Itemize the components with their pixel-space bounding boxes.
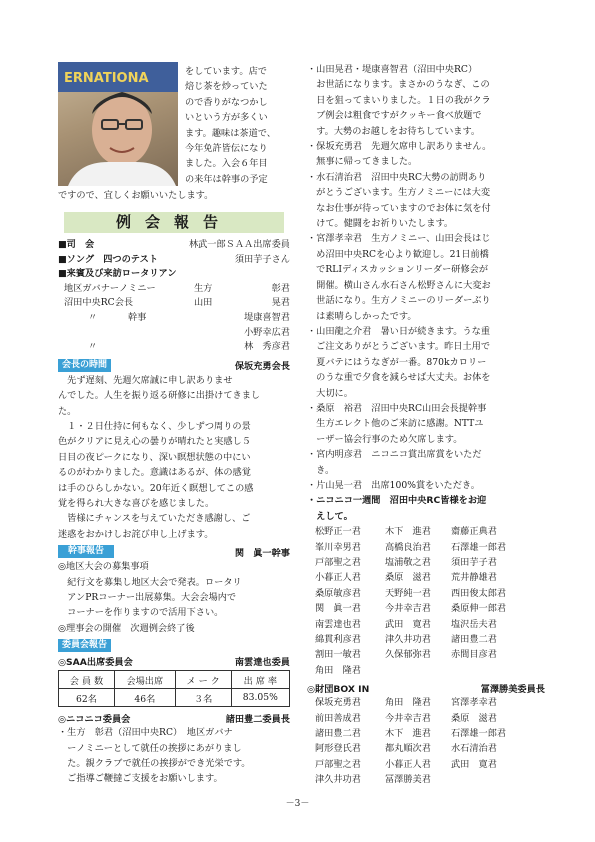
secretary-speaker: 関 眞一幹事	[234, 547, 290, 559]
niko-messages-line: ご注文ありがとうございます。昨日土用で	[307, 341, 491, 353]
niko-body-line: た。親クラブで就任の挨拶ができ光栄です。	[58, 758, 251, 770]
table-header-cell: 会 員 数	[59, 671, 115, 689]
niko-messages-line: ・宮澤孝幸君 生方ノミニー、山田会長はじ	[307, 233, 491, 245]
table-header-cell: 出 席 率	[231, 671, 289, 689]
section-banner-reikai-houkoku: 例会報告	[64, 212, 284, 233]
president-tag: 会長の時間	[58, 359, 111, 372]
guest-role: 幹事	[128, 311, 147, 323]
name-entry: 諸田豊二君	[315, 728, 361, 740]
portrait-image	[58, 62, 178, 186]
niko-messages-line: ・水石清治君 沼田中央RC大勢の訪問あり	[307, 171, 487, 183]
roster-label: ■司 会	[58, 239, 95, 250]
roster-value: 林武一郎ＳＡＡ出席委員	[188, 239, 290, 250]
name-entry: 天野純一君	[385, 587, 431, 599]
niko-body-line: ーノミニーとして就任の挨拶にあがりまし	[58, 742, 242, 754]
table-cell: 62名	[59, 689, 115, 707]
president-body	[58, 373, 290, 542]
name-entry: 石澤雄一郎君	[451, 728, 507, 740]
niko-messages-line: 世話になり。生方ノミニーのリーダーぶり	[307, 295, 491, 307]
niko-messages-line: は素晴らしかったです。	[307, 310, 417, 322]
guest-name: 堤康喜智君	[244, 311, 290, 323]
guest-row	[58, 296, 290, 311]
name-entry: 戸部聖之君	[315, 557, 361, 568]
guest-affiliation: 地区ガバナーノミニー	[64, 282, 156, 294]
secretary-body-line: ◎理事会の開催 次週例会終了後	[58, 622, 195, 634]
name-entry: 津久井功君	[315, 774, 361, 786]
name-entry: 今井幸吉君	[385, 603, 431, 615]
president-body-line: 皆様にチャンスを与えていただき感謝し、ご	[58, 513, 251, 525]
attendance-table	[58, 670, 290, 707]
name-entry: 諸田豊二君	[451, 634, 497, 646]
niko-messages-line: き。	[307, 464, 335, 476]
niko-messages-line: けて。健闘をお祈りいたします。	[307, 218, 454, 230]
page-number: －3－	[285, 799, 310, 809]
niko-messages-line: ・片山晃一君 出席100%賞をいただき。	[307, 479, 480, 491]
niko-messages-line: ・宮内明彦君 ニコニコ賞出席賞をいただ	[307, 449, 482, 461]
niko-messages-line: ・桑原 裕君 沼田中央RC山田会長提幹事	[307, 402, 487, 414]
table-header-cell: 会場出席	[114, 671, 175, 689]
table-header-row	[59, 671, 290, 689]
name-entry: 西田俊太郎君	[451, 587, 507, 599]
table-row	[59, 689, 290, 707]
president-body-line: た。	[58, 405, 77, 417]
committee-header	[58, 638, 290, 653]
president-body-line: は手のひらしかない。20年近く瞑想してこの感	[58, 482, 254, 494]
niko-title: ◎ニコニコ委員会	[58, 713, 131, 725]
name-entry: 水石清治君	[451, 743, 497, 755]
intro-side-text-line: の来年は幹事の予定	[185, 173, 268, 185]
intro-side-text-line: をしています。店で	[185, 66, 267, 77]
table-cell: 46名	[114, 689, 175, 707]
name-entry: 保坂充勇君	[315, 697, 361, 709]
name-entry: 武田 寛君	[451, 758, 497, 770]
secretary-body-line: アンPRコーナー出展募集。大会会場内で	[58, 592, 237, 604]
niko-header	[58, 710, 290, 725]
name-entry: 須田芋子君	[451, 557, 497, 568]
intro-side-text-line: ので香りがなつかし	[185, 96, 268, 108]
name-entry: 塩浦敬之君	[385, 557, 431, 568]
intro-side-text	[185, 64, 290, 187]
name-entry: 戸部聖之君	[315, 758, 361, 770]
svg-text:ERNATIONA: ERNATIONA	[64, 71, 149, 86]
intro-side-text-line: 今年免許皆伝になり	[185, 143, 268, 155]
guest-ditto: 〃	[88, 341, 98, 353]
president-body-line: んでした。人生を振り返る研修に出掛けてきまし	[58, 390, 261, 402]
name-entry: 武田 寛君	[385, 618, 431, 630]
name-entry: 都丸順次君	[385, 743, 431, 755]
table-header-cell: メ ー ク	[175, 671, 231, 689]
niko-chair: 諸田豊二委員長	[225, 713, 290, 725]
name-entry: 木下 進君	[385, 526, 431, 538]
president-body-line: 覚を得られ大きな喜びを感じました。	[58, 498, 215, 509]
name-entry	[451, 772, 531, 787]
secretary-body-line: コーナーを作りますので活用下さい。	[58, 607, 224, 619]
president-body-line: るのがわかりました。意識はあるが、体の感覚	[58, 467, 251, 479]
guest-affiliation: 沼田中央RC会長	[64, 297, 134, 309]
niko-body-line: ご指導ご鞭撻ご支援をお願いします。	[58, 773, 223, 785]
name-entry: 南雲達也君	[315, 618, 361, 630]
niko-messages-line: のうな重で夕食を減らせば大丈夫。お体を	[307, 372, 491, 384]
name-entry: 赤間目彦君	[451, 649, 497, 661]
saa-title: ◎SAA出席委員会	[58, 656, 133, 668]
name-entry: 齋藤正典君	[451, 526, 497, 538]
president-header	[58, 358, 290, 373]
name-entry: 綿貫利彦君	[315, 634, 361, 646]
name-entry: 角田 隆君	[385, 697, 431, 709]
roster-label: ■ソング 四つのテスト	[58, 253, 159, 265]
secretary-tag: 幹事報告	[58, 545, 114, 558]
roster-song	[58, 253, 290, 268]
niko-messages-line: ・保坂充勇君 先週欠席申し訳ありません。	[307, 141, 492, 153]
guest-name: 彰君	[271, 282, 290, 294]
guest-row	[58, 282, 290, 297]
intro-side-text-line: 焙じ茶を炒っていた	[185, 81, 268, 93]
table-cell: ３名	[175, 689, 231, 707]
guest-ditto: 〃	[88, 311, 98, 323]
box-title: ◎財団BOX IN	[307, 683, 370, 695]
committee-tag: 委員会報告	[58, 639, 111, 652]
name-entry: 今井幸吉君	[385, 712, 431, 724]
welcome-title-2: えして。	[307, 510, 353, 522]
box-header	[307, 680, 545, 695]
member-photo	[58, 62, 178, 186]
box-chair: 冨澤勝美委員長	[480, 683, 545, 695]
name-entry: 冨澤勝美君	[385, 774, 431, 786]
name-entry: 前田善成君	[315, 712, 361, 724]
intro-side-text-line: ました。入会６年目	[185, 158, 268, 170]
guest-row	[58, 340, 290, 355]
niko-messages-line: ・山田晃君・堤康喜智君（沼田中央RC）	[307, 64, 478, 75]
name-entry: 塩沢岳夫君	[451, 618, 497, 630]
name-entry: 峯川幸男君	[315, 541, 361, 553]
niko-messages-line: 開催。横山さん水石さん松野さんに大変お	[307, 279, 491, 291]
name-entry: 荒井静雄君	[451, 572, 497, 584]
niko-messages-line: でRLIディスカッションリーダー研修会が	[307, 264, 489, 276]
president-body-line: 日目の夜ピークになり、深い瞑想状態の中にい	[58, 451, 251, 463]
niko-messages-line: ブ例会は粗食ですがクッキー食べ放題で	[307, 110, 482, 122]
secretary-body-line: 紀行文を募集し地区大会で発表。ロータリ	[58, 576, 242, 588]
niko-messages-line: 無事に帰ってきました。	[307, 156, 418, 168]
roster-value: 須田芋子さん	[234, 253, 290, 265]
guest-surname: 生方	[194, 282, 213, 294]
name-entry: 桑原敏彦君	[315, 587, 361, 599]
roster-guests-heading	[58, 267, 290, 282]
intro-side-text-line: いという方が多くい	[185, 112, 268, 124]
niko-messages-line: め沼田中央RCを心より歓迎し。21日前橋	[307, 248, 489, 260]
guest-surname: 山田	[194, 297, 213, 309]
president-body-line: １・２日仕持に何もなく、少しずつ周りの景	[58, 420, 251, 432]
niko-messages-line: お世話になります。まさかのうなぎ、この	[307, 79, 490, 91]
intro-continuation: ですので、宜しくお願いいたします。	[58, 190, 214, 201]
saa-chair: 南雲達也委員	[234, 656, 290, 668]
niko-messages-line: 夏バテにはうなぎが一番。870kカロリー	[307, 356, 487, 368]
guest-row	[58, 326, 290, 341]
name-entry: 松野正一君	[315, 526, 361, 538]
intro-side-text-line: ます。趣味は茶道で、	[185, 127, 276, 139]
president-body-line: 迷惑をおかけしお詫び申し上げます。	[58, 528, 214, 540]
niko-messages-line: ーザー協会行事のため欠席します。	[307, 433, 463, 445]
name-entry: 割田一敏君	[315, 649, 361, 661]
name-entry	[451, 663, 531, 678]
name-entry: 角田 隆君	[315, 664, 361, 676]
guest-row	[58, 311, 290, 326]
roster-label: ■来賓及び来訪ロータリアン	[58, 268, 177, 280]
name-entry	[385, 663, 451, 678]
welcome-title-1: ・ニコニコ一週間 沼田中央RC皆様をお迎	[307, 495, 487, 507]
niko-body	[58, 725, 290, 787]
niko-messages	[307, 62, 545, 493]
secretary-body-line: ◎地区大会の募集事項	[58, 561, 149, 573]
president-body-line: 色がクリアに見え心の曇りが晴れたと実感し５	[58, 436, 251, 448]
niko-messages-line: 日を狙ってまいりました。１日の我がクラ	[307, 94, 491, 106]
guest-name: 小野幸広君	[244, 326, 290, 338]
roster	[58, 238, 290, 787]
secretary-header	[58, 544, 290, 559]
niko-messages-line: がとうございます。生方ノミニーには大変	[307, 187, 491, 199]
name-entry: 桑原伸一郎君	[451, 603, 507, 615]
guest-name: 晃君	[271, 297, 290, 309]
name-entry: 石澤雄一郎君	[451, 541, 507, 553]
name-entry: 小暮正人君	[385, 758, 431, 770]
roster-mc	[58, 238, 290, 253]
name-entry: 宮澤孝幸君	[451, 697, 497, 709]
name-entry: 阿形登氏君	[315, 743, 361, 755]
niko-messages-line: なお仕事が待っていますのでお体に気を付	[307, 202, 491, 214]
name-entry: 久保郁弥君	[385, 649, 431, 661]
niko-messages-line: 大切に。	[307, 387, 353, 399]
niko-messages-line: す。大勢のお越しをお待ちしています。	[307, 125, 481, 137]
president-body-line: 先ず遅刻、先週欠席誠に申し訳ありませ	[58, 374, 233, 386]
right-column	[307, 62, 545, 788]
name-entry: 関 眞一君	[315, 603, 361, 615]
name-entry: 高橋良治君	[385, 541, 431, 553]
niko-messages-line: 生方エレクト他のご来訪に感謝。NTTユ	[307, 418, 484, 430]
box-names-list	[307, 695, 545, 787]
president-speaker: 保坂充勇会長	[234, 361, 290, 373]
name-entry: 津久井功君	[385, 634, 431, 646]
name-entry: 桑原 滋君	[385, 572, 431, 584]
guest-name: 林 秀彦君	[244, 341, 290, 353]
niko-body-line: ・生方 彰君（沼田中央RC） 地区ガバナ	[58, 727, 233, 739]
name-entry: 桑原 滋君	[451, 712, 497, 724]
niko-messages-line: ・山田龍之介君 暑い日が続きます。うな重	[307, 325, 491, 337]
table-cell: 83.05%	[231, 689, 289, 707]
name-entry: 小暮正人君	[315, 572, 361, 584]
welcome-names-list	[307, 524, 545, 678]
secretary-body	[58, 559, 290, 636]
saa-header	[58, 653, 290, 668]
name-entry: 木下 進君	[385, 728, 431, 740]
